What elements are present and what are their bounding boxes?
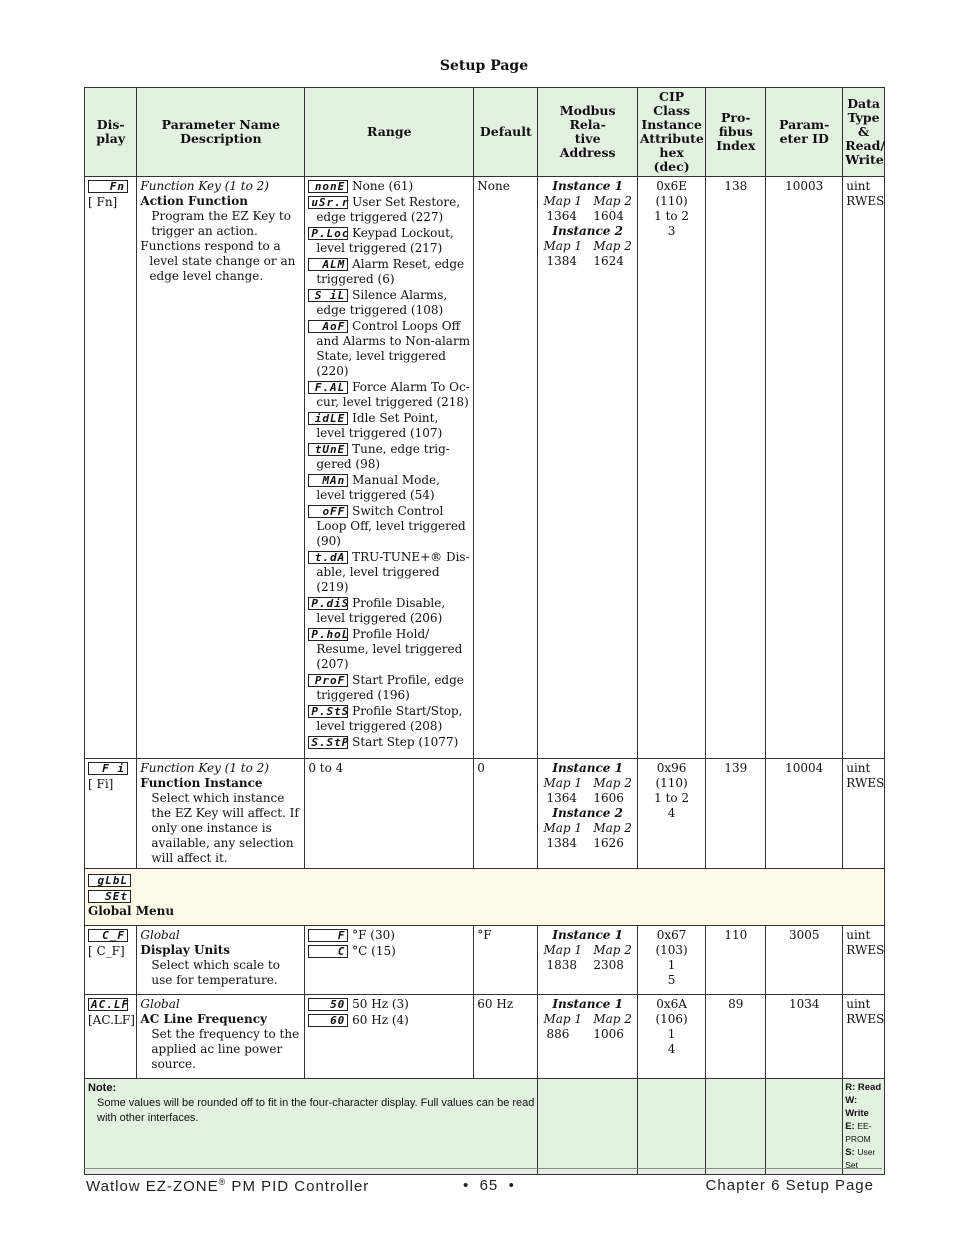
display-code: [ C_F] <box>88 944 125 958</box>
option-continuation: triggered (196) <box>316 688 410 702</box>
option-continuation: level triggered (206) <box>316 611 443 625</box>
cip-cell <box>637 926 705 995</box>
display-cell <box>85 995 137 1079</box>
map1-value: 1384 <box>546 254 577 268</box>
page-heading: Setup Page <box>439 58 529 74</box>
range-option <box>308 997 470 1012</box>
display-code: [ Fi] <box>88 777 114 791</box>
option-lcd: ALM <box>308 258 348 271</box>
map2-label: Map 2 <box>593 239 632 253</box>
cip-class: 0x6E (110) <box>655 179 688 208</box>
menu-name: Global <box>140 928 180 942</box>
default-cell: 60 Hz <box>474 995 538 1079</box>
range-option <box>308 627 470 672</box>
parameter-name: AC Line Frequency <box>140 1012 267 1026</box>
map1-label: Map 1 <box>543 1012 583 1026</box>
default-cell: °F <box>474 926 538 995</box>
parameter-cell <box>137 759 305 869</box>
option-label: 60 Hz (4) <box>352 1013 409 1027</box>
table-row <box>85 926 885 995</box>
read-write: RWES <box>846 943 885 957</box>
profibus-cell: 110 <box>706 926 766 995</box>
range-option <box>308 195 470 225</box>
map2-value: 1604 <box>593 209 624 223</box>
cip-cell <box>637 759 705 869</box>
range-option <box>308 944 470 959</box>
cip-class: 0x67 (103) <box>655 928 688 957</box>
global-menu-label: Global Menu <box>88 904 175 918</box>
option-label: Force Alarm To Oc- <box>352 380 470 394</box>
map2-value: 1006 <box>593 1027 624 1041</box>
option-continuation: edge triggered (227) <box>316 210 444 224</box>
lcd-display: Fn <box>88 180 128 193</box>
data-type-cell <box>843 177 885 759</box>
option-lcd: ProF <box>308 674 348 687</box>
option-continuation: level triggered (217) <box>316 241 443 255</box>
option-lcd: t.dA <box>308 551 348 564</box>
note-text: Some values will be rounded off to fit in the four-character display. Full values can be read with other interfaces. <box>97 1097 535 1124</box>
parameter-desc: Set the frequency to the applied ac line power source. <box>151 1027 300 1071</box>
option-lcd: 50 <box>308 998 348 1011</box>
footer-product: Watlow EZ-ZONE® PM PID Controller <box>86 1177 370 1195</box>
param-id-cell: 1034 <box>766 995 843 1079</box>
cip-instance: 1 to 2 <box>654 791 690 805</box>
option-label: Start Profile, edge <box>352 673 464 687</box>
range-option <box>308 550 470 595</box>
option-lcd: AoF <box>308 320 348 333</box>
range-option <box>308 288 470 318</box>
option-label: °F (30) <box>352 928 395 942</box>
global-menu-cell <box>85 869 885 926</box>
cip-instance: 1 <box>667 1027 676 1041</box>
range-option <box>308 179 470 194</box>
parameter-desc-2: Functions respond to a level state change or an edge level change. <box>140 239 296 283</box>
option-continuation: Resume, level triggered (207) <box>316 642 463 671</box>
range-option <box>308 673 470 703</box>
range-option <box>308 596 470 626</box>
default-cell: None <box>474 177 538 759</box>
header-param-id: Param- eter ID <box>766 88 843 177</box>
legend-read: R: Read <box>845 1082 882 1093</box>
option-lcd: 60 <box>308 1014 348 1027</box>
map2-label: Map 2 <box>593 194 632 208</box>
legend-cell <box>843 1079 885 1175</box>
cip-cell <box>637 995 705 1079</box>
option-continuation: cur, level triggered (218) <box>316 395 469 409</box>
parameter-name: Display Units <box>140 943 231 957</box>
lcd-display: F i <box>88 762 128 775</box>
parameter-name: Action Function <box>140 194 248 208</box>
header-modbus: Modbus Rela- tive Address <box>538 88 637 177</box>
instance-1-label: Instance 1 <box>552 997 623 1011</box>
option-lcd: S iL <box>308 289 348 302</box>
option-label: Idle Set Point, <box>352 411 439 425</box>
option-lcd: P.Loc <box>308 227 348 240</box>
cip-attribute: 4 <box>667 806 676 820</box>
menu-name: Function Key (1 to 2) <box>140 179 269 193</box>
option-label: Switch Control <box>352 504 444 518</box>
table-row <box>85 995 885 1079</box>
note-row <box>85 1079 885 1175</box>
parameter-cell <box>137 995 305 1079</box>
note-title: Note: <box>88 1082 117 1094</box>
modbus-cell <box>538 926 637 995</box>
option-label: Profile Disable, <box>352 596 446 610</box>
option-label: Keypad Lockout, <box>352 226 454 240</box>
map2-label: Map 2 <box>593 943 632 957</box>
option-continuation: Loop Off, level triggered (90) <box>316 519 466 548</box>
profibus-cell: 138 <box>706 177 766 759</box>
parameter-cell <box>137 177 305 759</box>
option-lcd: uSr.r <box>308 196 348 209</box>
read-write: RWES <box>846 776 885 790</box>
option-continuation: and Alarms to Non-alarm State, level triggered (220) <box>316 334 471 378</box>
map1-value: 1384 <box>546 836 577 850</box>
range-option <box>308 411 470 441</box>
map1-label: Map 1 <box>543 943 583 957</box>
parameter-desc: Select which scale to use for temperature. <box>151 958 280 987</box>
option-continuation: level triggered (208) <box>316 719 443 733</box>
footer-divider <box>84 1168 882 1169</box>
range-option <box>308 504 470 549</box>
legend-user-set: S: User Set <box>845 1147 876 1170</box>
read-write: RWES <box>846 194 885 208</box>
option-label: 50 Hz (3) <box>352 997 409 1011</box>
page-number: • 65 • <box>463 1177 515 1194</box>
display-cell <box>85 759 137 869</box>
map1-value: 1364 <box>546 209 577 223</box>
option-label: Profile Start/Stop, <box>352 704 463 718</box>
data-type: uint <box>846 997 871 1011</box>
option-lcd: tUnE <box>308 443 348 456</box>
option-continuation: edge triggered (108) <box>316 303 444 317</box>
range-option <box>308 1013 470 1028</box>
footer-chapter: Chapter 6 Setup Page <box>705 1177 874 1194</box>
lcd-global: gLbL <box>88 874 131 887</box>
header-display: Dis- play <box>85 88 137 177</box>
range-cell <box>305 995 474 1079</box>
parameter-table <box>84 87 885 1175</box>
option-lcd: MAn <box>308 474 348 487</box>
cip-instance: 1 to 2 <box>654 209 690 223</box>
parameter-name: Function Instance <box>140 776 263 790</box>
range-option <box>308 735 470 750</box>
parameter-cell <box>137 926 305 995</box>
option-label: Start Step (1077) <box>352 735 459 749</box>
header-parameter: Parameter Name Description <box>137 88 305 177</box>
param-id-cell: 10004 <box>766 759 843 869</box>
legend-eeprom: E: EE-PROM <box>845 1121 872 1144</box>
profibus-cell: 89 <box>706 995 766 1079</box>
default-cell: 0 <box>474 759 538 869</box>
instance-1-label: Instance 1 <box>552 928 623 942</box>
cip-class: 0x6A (106) <box>655 997 688 1026</box>
cip-attribute: 3 <box>667 224 676 238</box>
instance-1-label: Instance 1 <box>552 179 623 193</box>
header-range: Range <box>305 88 474 177</box>
cip-attribute: 5 <box>667 973 676 987</box>
map1-label: Map 1 <box>543 821 583 835</box>
option-continuation: able, level triggered (219) <box>316 565 440 594</box>
display-cell <box>85 926 137 995</box>
map2-value: 1624 <box>593 254 624 268</box>
option-lcd: P.diS <box>308 597 348 610</box>
modbus-cell <box>538 177 637 759</box>
lcd-display: AC.LF <box>88 998 128 1011</box>
option-lcd: P.StS <box>308 705 348 718</box>
map2-value: 2308 <box>593 958 624 972</box>
cip-class: 0x96 (110) <box>655 761 688 790</box>
option-label: Control Loops Off <box>352 319 461 333</box>
note-empty-cell <box>637 1079 705 1175</box>
option-label: None (61) <box>352 179 414 193</box>
note-empty-cell <box>538 1079 637 1175</box>
cip-cell <box>637 177 705 759</box>
range-option <box>308 257 470 287</box>
option-label: User Set Restore, <box>352 195 461 209</box>
option-label: Silence Alarms, <box>352 288 448 302</box>
option-continuation: triggered (6) <box>316 272 395 286</box>
legend-write: W: Write <box>845 1095 869 1119</box>
param-id-cell: 10003 <box>766 177 843 759</box>
map1-value: 1838 <box>546 958 577 972</box>
option-lcd: oFF <box>308 505 348 518</box>
lcd-display: C_F <box>88 929 128 942</box>
header-cip: CIP Class Instance Attribute hex (dec) <box>637 88 705 177</box>
range-option <box>308 380 470 410</box>
profibus-cell: 139 <box>706 759 766 869</box>
option-lcd: idLE <box>308 412 348 425</box>
table-header-row <box>85 88 885 177</box>
map1-label: Map 1 <box>543 239 583 253</box>
option-label: TRU-TUNE+® Dis- <box>352 550 470 564</box>
range-option <box>308 442 470 472</box>
option-continuation: level triggered (107) <box>316 426 443 440</box>
global-menu-row <box>85 869 885 926</box>
note-empty-cell <box>706 1079 766 1175</box>
option-lcd: S.StP <box>308 736 348 749</box>
menu-name: Global <box>140 997 180 1011</box>
map2-label: Map 2 <box>593 1012 632 1026</box>
option-continuation: gered (98) <box>316 457 381 471</box>
option-label: °C (15) <box>352 944 396 958</box>
map2-value: 1626 <box>593 836 624 850</box>
map1-value: 886 <box>546 1027 570 1041</box>
display-code: [AC.LF] <box>88 1013 135 1027</box>
range-option <box>308 704 470 734</box>
display-code: [ Fn] <box>88 195 118 209</box>
option-lcd: F <box>308 929 348 942</box>
header-default: Default <box>474 88 538 177</box>
map2-label: Map 2 <box>593 821 632 835</box>
instance-1-label: Instance 1 <box>552 761 623 775</box>
map1-value: 1364 <box>546 791 577 805</box>
cip-attribute: 4 <box>667 1042 676 1056</box>
header-profibus: Pro- fibus Index <box>706 88 766 177</box>
cip-instance: 1 <box>667 958 676 972</box>
data-type: uint <box>846 928 871 942</box>
parameter-desc: Program the EZ Key to trigger an action. <box>151 209 291 238</box>
range-cell <box>305 177 474 759</box>
map2-label: Map 2 <box>593 776 632 790</box>
param-id-cell: 3005 <box>766 926 843 995</box>
note-cell <box>85 1079 538 1175</box>
map1-label: Map 1 <box>543 194 583 208</box>
option-label: Tune, edge trig- <box>352 442 450 456</box>
option-lcd: nonE <box>308 180 348 193</box>
data-type-cell <box>843 759 885 869</box>
modbus-cell <box>538 995 637 1079</box>
menu-name: Function Key (1 to 2) <box>140 761 269 775</box>
option-lcd: P.hoL <box>308 628 348 641</box>
range-option <box>308 928 470 943</box>
table-row <box>85 177 885 759</box>
lcd-set: SEt <box>88 890 131 903</box>
note-empty-cell <box>766 1079 843 1175</box>
option-lcd: F.AL <box>308 381 348 394</box>
instance-2-label: Instance 2 <box>552 806 623 820</box>
header-data-type: Data Type & Read/ Write <box>843 88 885 177</box>
data-type: uint <box>846 179 871 193</box>
range-cell: 0 to 4 <box>305 759 474 869</box>
map1-label: Map 1 <box>543 776 583 790</box>
modbus-cell <box>538 759 637 869</box>
data-type-cell <box>843 995 885 1079</box>
instance-2-label: Instance 2 <box>552 224 623 238</box>
range-option <box>308 473 470 503</box>
parameter-desc: Select which instance the EZ Key will affect. If only one instance is available, any selection will affect it. <box>151 791 299 865</box>
range-cell <box>305 926 474 995</box>
option-label: Profile Hold/ <box>352 627 430 641</box>
table-row <box>85 759 885 869</box>
data-type-cell <box>843 926 885 995</box>
option-continuation: level triggered (54) <box>316 488 435 502</box>
map2-value: 1606 <box>593 791 624 805</box>
range-option <box>308 319 470 379</box>
option-lcd: C <box>308 945 348 958</box>
option-label: Alarm Reset, edge <box>352 257 465 271</box>
read-write: RWES <box>846 1012 885 1026</box>
option-label: Manual Mode, <box>352 473 440 487</box>
range-option <box>308 226 470 256</box>
data-type: uint <box>846 761 871 775</box>
display-cell <box>85 177 137 759</box>
